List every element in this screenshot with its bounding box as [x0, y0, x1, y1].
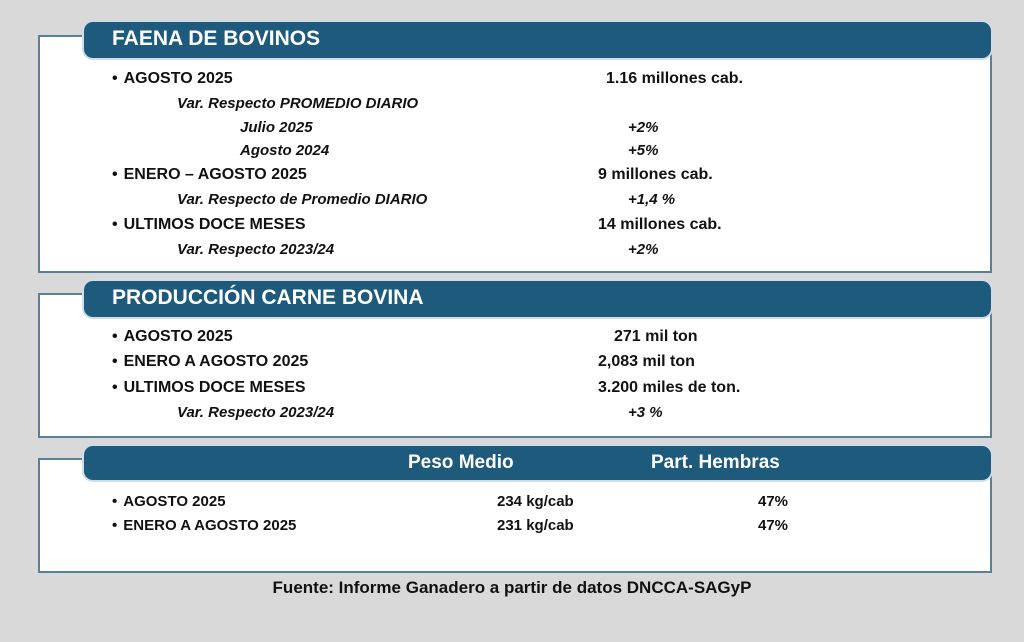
peso-row1-hembras: 47%	[758, 493, 789, 510]
produccion-title: PRODUCCIÓN CARNE BOVINA	[112, 286, 424, 309]
produccion-doce-value: 3.200 miles de ton.	[598, 379, 741, 396]
produccion-header	[84, 281, 991, 317]
faena-title: FAENA DE BOVINOS	[112, 27, 321, 50]
faena-var-promedio-label: Var. Respecto PROMEDIO DIARIO	[177, 95, 419, 112]
produccion-enero-value: 2,083 mil ton	[598, 353, 695, 370]
peso-col-peso: Peso Medio	[408, 452, 514, 473]
faena-agosto2024-label: Agosto 2024	[240, 142, 330, 159]
peso-row1-peso: 234 kg/cab	[497, 493, 574, 510]
faena-var-2324-label: Var. Respecto 2023/24	[177, 241, 335, 258]
source-note: Fuente: Informe Ganadero a partir de datos DNCCA-SAGyP	[272, 578, 752, 597]
faena-agosto2024-value: +5%	[628, 142, 659, 159]
faena-enero-value: 9 millones cab.	[598, 166, 713, 183]
peso-row2-label: • ENERO A AGOSTO 2025	[112, 517, 296, 534]
peso-row1-label: • AGOSTO 2025	[112, 493, 226, 510]
produccion-agosto-label: • AGOSTO 2025	[112, 328, 233, 346]
peso-row2-hembras: 47%	[758, 517, 789, 534]
faena-agosto-value: 1.16 millones cab.	[606, 70, 743, 87]
produccion-doce-label: • ULTIMOS DOCE MESES	[112, 379, 306, 397]
faena-var-2324-value: +2%	[628, 241, 659, 258]
faena-enero-label: • ENERO – AGOSTO 2025	[112, 166, 307, 184]
produccion-agosto-value: 271 mil ton	[614, 328, 698, 345]
produccion-var-value: +3 %	[628, 404, 663, 421]
faena-header	[84, 22, 991, 58]
faena-var-promedio2-value: +1,4 %	[628, 191, 676, 208]
peso-header	[84, 446, 991, 480]
faena-var-promedio2-label: Var. Respecto de Promedio DIARIO	[177, 191, 428, 208]
faena-julio-value: +2%	[628, 119, 659, 136]
faena-julio-label: Julio 2025	[240, 119, 313, 136]
peso-col-hembras: Part. Hembras	[651, 452, 780, 473]
faena-doce-value: 14 millones cab.	[598, 216, 722, 233]
faena-doce-label: • ULTIMOS DOCE MESES	[112, 216, 306, 234]
produccion-var-label: Var. Respecto 2023/24	[177, 404, 335, 421]
produccion-enero-label: • ENERO A AGOSTO 2025	[112, 353, 308, 371]
faena-agosto-label: • AGOSTO 2025	[112, 70, 233, 88]
peso-row2-peso: 231 kg/cab	[497, 517, 574, 534]
